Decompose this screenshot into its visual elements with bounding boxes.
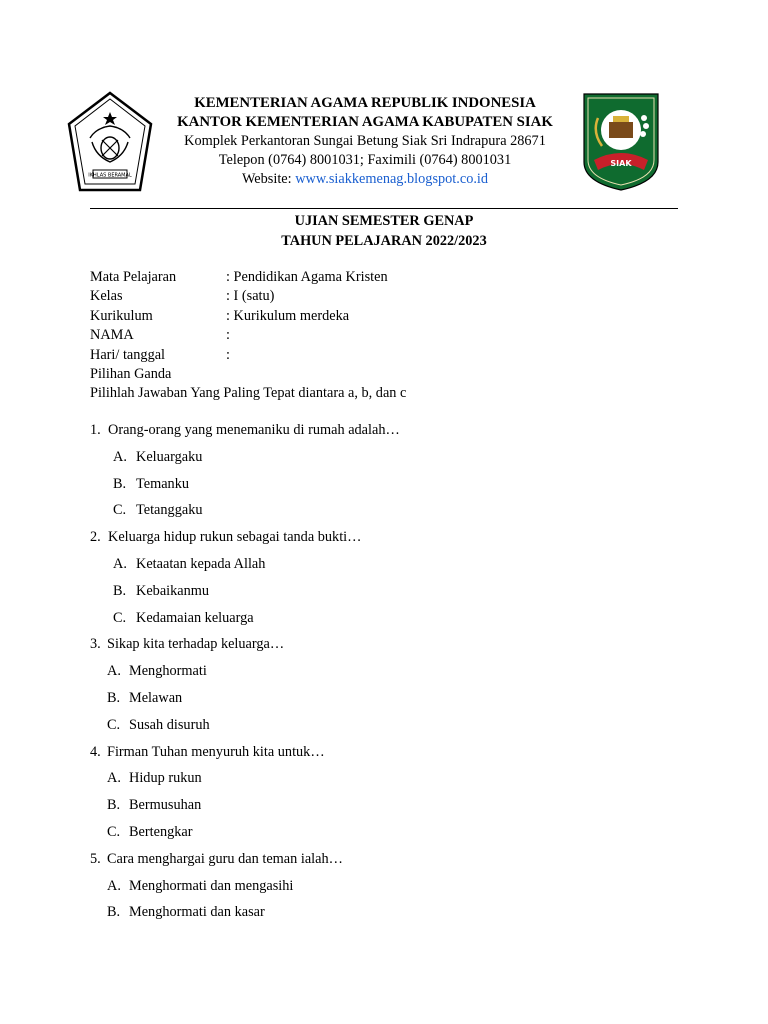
section-heading: Pilihan Ganda [90,365,172,382]
kemenag-logo [66,90,154,194]
info-value: : Kurikulum merdeka [226,307,350,324]
question-text: Cara menghargai guru dan teman ialah… [107,850,343,867]
option-text: Kedamaian keluarga [136,609,254,626]
info-label: NAMA [90,327,134,344]
exam-title [90,211,678,251]
question-number: 1. [90,422,101,438]
option-letter: A. [113,448,127,465]
option-text: Melawan [129,689,183,706]
office-website [160,170,570,189]
option-text: Bertengkar [129,823,193,840]
question-number: 5. [90,850,101,867]
info-value: : [226,346,230,363]
option-text: Temanku [136,475,189,492]
option-letter: B. [107,904,121,921]
option-text: Kebaikanmu [136,582,210,599]
info-value: : [226,327,230,344]
exam-title-line2: TAHUN PELAJARAN 2022/2023 [281,233,487,249]
website-label: Website: [241,171,296,187]
question-text: Firman Tuhan menyuruh kita untuk… [107,743,325,760]
option-letter: C. [113,502,127,519]
office-name: KANTOR KEMENTERIAN AGAMA KABUPATEN SIAK [177,114,553,130]
option-text: Menghormati dan mengasihi [129,877,294,894]
option-letter: B. [113,582,127,599]
question-number: 3. [90,636,101,653]
question-text: Sikap kita terhadap keluarga… [107,636,285,653]
office-address: Komplek Perkantoran Sungai Betung Siak Sri Indrapura 28671 [184,133,546,149]
option-letter: A. [107,770,121,787]
info-label: Kurikulum [90,307,153,324]
siak-regency-logo [580,88,662,192]
info-value: : I (satu) [226,288,275,305]
info-label: Mata Pelajaran [90,269,177,285]
option-text: Keluargaku [136,448,203,465]
option-letter: B. [107,689,121,706]
info-label: Hari/ tanggal [90,346,166,363]
option-letter: A. [107,877,121,894]
option-letter: C. [107,823,121,840]
question-text: Orang-orang yang menemaniku di rumah adalah… [108,422,400,438]
option-text: Menghormati [129,663,207,680]
exam-title-line1: UJIAN SEMESTER GENAP [294,213,474,229]
option-letter: A. [113,555,127,572]
option-letter: C. [113,609,127,626]
option-text: Bermusuhan [129,797,202,814]
website-link[interactable]: www.siakkemenag.blogspot.co.id [295,171,489,187]
option-text: Susah disuruh [129,716,210,733]
option-text: Ketaatan kepada Allah [136,555,266,572]
ministry-name: KEMENTERIAN AGAMA REPUBLIK INDONESIA [194,95,536,111]
instructions: Pilihlah Jawaban Yang Paling Tepat diantara a, b, dan c [90,385,407,402]
question-number: 4. [90,743,101,760]
option-text: Menghormati dan kasar [129,904,265,921]
option-letter: C. [107,716,121,733]
option-text: Hidup rukun [129,770,202,787]
svg-text:IKHLAS BERAMAL: IKHLAS BERAMAL [88,172,132,179]
letterhead-divider [90,208,678,209]
option-letter: B. [107,797,121,814]
info-value: : Pendidikan Agama Kristen [226,269,388,285]
option-letter: B. [113,475,127,492]
question-text: Keluarga hidup rukun sebagai tanda bukti… [108,529,362,546]
option-letter: A. [107,663,121,680]
option-text: Tetanggaku [136,502,203,519]
letterhead [160,94,570,189]
svg-text:SIAK: SIAK [610,159,632,168]
office-phone: Telepon (0764) 8001031; Faximili (0764) 8001031 [218,152,512,168]
question-number: 2. [90,529,101,546]
info-label: Kelas [90,288,123,305]
